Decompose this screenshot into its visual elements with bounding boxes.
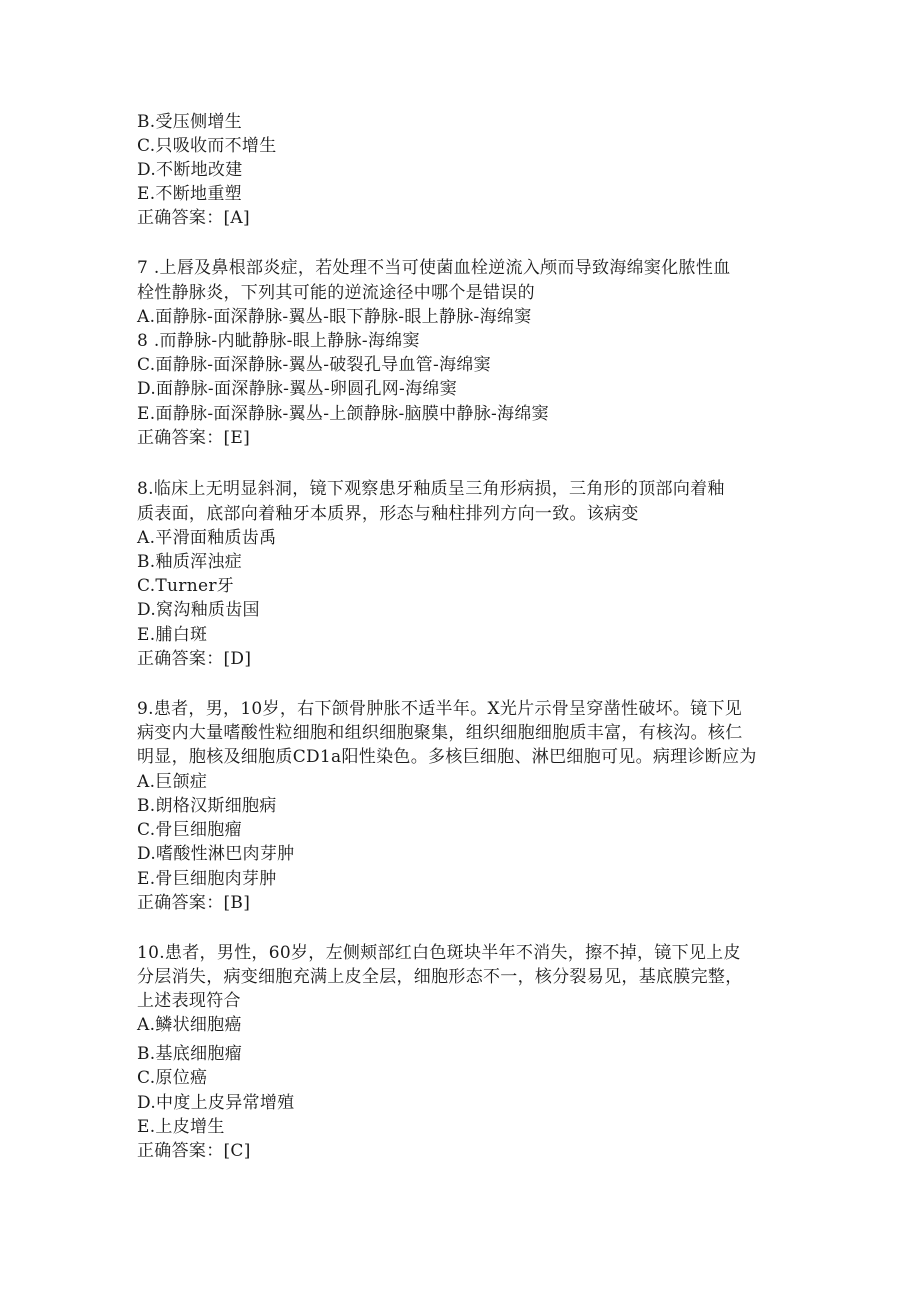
q8-stem-line-1: 8.临床上无明显斜洞，镜下观察患牙釉质呈三角形病损，三角形的顶部向着釉	[137, 479, 725, 499]
q7-stem-line-1: 7 .上唇及鼻根部炎症，若处理不当可使菌血栓逆流入颅而导致海绵窦化脓性血	[137, 258, 731, 278]
q10-stem-line-3: 上述表现符合	[137, 991, 241, 1011]
q10-stem-line-1: 10.患者，男性，60岁，左侧颊部红白色斑块半年不消失，擦不掉，镜下见上皮	[137, 943, 741, 963]
q7-option-a: A.面静脉-面深静脉-翼丛-眼下静脉-眼上静脉-海绵窦	[137, 307, 532, 327]
q9-option-d: D.嗜酸性淋巴肉芽肿	[137, 844, 295, 864]
q6-option-e: E.不断地重塑	[137, 184, 242, 204]
q7-answer: 正确答案：[E]	[137, 428, 251, 448]
q10-option-b: B.基底细胞瘤	[137, 1044, 242, 1064]
q6-answer: 正确答案：[A]	[137, 208, 250, 228]
q8-option-c: C.Turner牙	[137, 576, 235, 596]
q8-option-b: B.釉质浑浊症	[137, 552, 242, 572]
q10-option-c: C.原位癌	[137, 1068, 208, 1088]
q9-stem-line-2: 病变内大量嗜酸性粒细胞和组织细胞聚集，组织细胞细胞质丰富，有核沟。核仁	[137, 723, 743, 743]
q7-option-d: D.面静脉-面深静脉-翼丛-卵圆孔网-海绵窦	[137, 379, 458, 399]
q10-option-a: A.鳞状细胞癌	[137, 1015, 242, 1035]
q10-stem-line-2: 分层消失，病变细胞充满上皮全层，细胞形态不一，核分裂易见，基底膜完整，	[137, 967, 743, 987]
q8-answer: 正确答案：[D]	[137, 649, 252, 669]
q8-option-d: D.窝沟釉质齿国	[137, 600, 260, 620]
q10-answer: 正确答案：[C]	[137, 1141, 251, 1161]
q8-option-e: E.脯白斑	[137, 625, 208, 645]
q7-stem-line-2: 栓性静脉炎，下列其可能的逆流途径中哪个是错误的	[137, 283, 535, 303]
q8-stem-line-2: 质表面，底部向着釉牙本质界，形态与釉柱排列方向一致。该病变	[137, 504, 639, 524]
q9-option-e: E.骨巨细胞肉芽肿	[137, 869, 277, 889]
q10-option-e: E.上皮增生	[137, 1117, 225, 1137]
q6-option-c: C.只吸收而不增生	[137, 136, 277, 156]
q9-option-b: B.朗格汉斯细胞病	[137, 796, 277, 816]
q7-option-e: E.面静脉-面深静脉-翼丛-上颌静脉-脑膜中静脉-海绵窦	[137, 404, 549, 424]
q9-option-a: A.巨颌症	[137, 772, 208, 792]
q9-option-c: C.骨巨细胞瘤	[137, 820, 242, 840]
q9-answer: 正确答案：[B]	[137, 893, 251, 913]
q7-option-c: C.面静脉-面深静脉-翼丛-破裂孔导血管-海绵窦	[137, 355, 491, 375]
q6-option-b: B.受压侧增生	[137, 112, 242, 132]
q9-stem-line-1: 9.患者，男，10岁，右下颌骨肿胀不适半年。X光片示骨呈穿凿性破坏。镜下见	[137, 699, 743, 719]
q7-option-b: 8 .而静脉-内眦静脉-眼上静脉-海绵窦	[137, 331, 420, 351]
q9-stem-line-3: 明显，胞核及细胞质CD1a阳性染色。多核巨细胞、淋巴细胞可见。病理诊断应为	[137, 747, 757, 767]
q8-option-a: A.平滑面釉质齿禹	[137, 528, 277, 548]
q10-option-d: D.中度上皮异常增殖	[137, 1093, 295, 1113]
q6-option-d: D.不断地改建	[137, 160, 243, 180]
